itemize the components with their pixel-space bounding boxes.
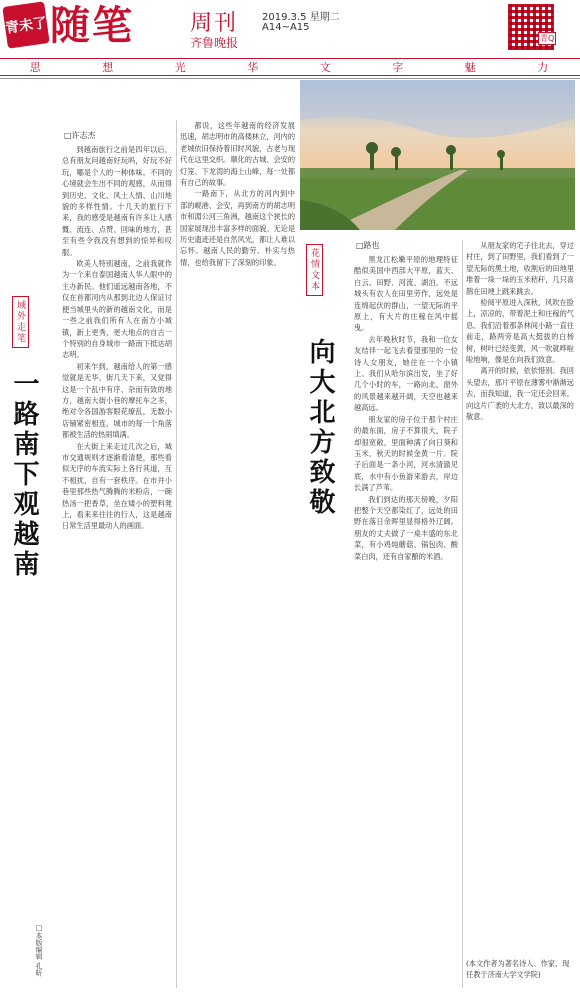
author-note: (本文作者为著名诗人、作家，现任教于济南大学文学院) — [466, 959, 570, 979]
paragraph: 离开的时候，依依惜别。我回头望去，那片平原在薄雾中渐渐远去，而我知道，我一定还会回来，向这片广袤的大北方，致以最深的敬意。 — [466, 366, 574, 422]
column-divider — [176, 120, 177, 988]
section-label-right: 花情文本 — [306, 244, 323, 296]
slogan-char: 魅 — [464, 61, 478, 74]
section-label-left: 域外走笔 — [12, 296, 29, 348]
byline-right: □路也 — [356, 241, 380, 250]
slogan-char: 华 — [247, 61, 261, 74]
masthead-brand: 齐鲁晚报 — [190, 36, 239, 50]
paragraph: 朋友家的房子位于那个村庄的最东面，房子不算很大，院子却很宽敞，里面种满了向日葵和玉米，秋天的时候金黄一片。院子后面是一条小河，河水清澈见底，水中有小鱼游来游去，岸边长满了芦苇。 — [354, 414, 458, 493]
paragraph: 从朋友家的宅子往北去，穿过村庄，到了田野里，我们看到了一望无际的黑土地，收割后的田地里堆着一垛一垛的玉米秸秆，几只喜鹊在田埂上跳来跳去。 — [466, 241, 574, 296]
paragraph: 在大街上来走过几次之后，城市交通规则才逐渐看清楚，那些看似无序的车流实际上各行其道，互不相扰，自有一套秩序。在市井小巷里那些热气腾腾的米粉店，一碗热汤一把香草，坐在矮小的塑料凳上，看来来往往的行人，这是越南日常生活里最动人的画面。 — [62, 441, 172, 531]
paragraph: 都说，这些年越南的经济发展迅速，胡志明市的高楼林立，河内的老城依旧保持着旧时风貌，古老与现代在这里交织。顺化的古城、会安的灯笼、下龙湾的海上山峰，每一处都有自己的故事。 — [180, 121, 295, 188]
slogan-char: 力 — [537, 61, 551, 74]
article-title-right: 向大北方致敬 — [305, 338, 335, 518]
slogan-char: 思 — [29, 61, 43, 74]
landscape-photo — [300, 80, 575, 230]
slogan-char: 光 — [174, 61, 188, 74]
paragraph: 一路南下，从北方的河内到中部的岘港、会安，再到南方的胡志明市和湄公河三角洲，越南这个狭长的国家展现出丰富多样的面貌。无论是历史遗迹还是自然风光，都让人难以忘怀。越南人民的勤劳、朴实与热情，也给我留下了深刻的印象。 — [180, 189, 295, 267]
qr-label: 青Q — [540, 34, 555, 43]
article-title-left: 一路南下观越南 — [9, 370, 39, 580]
paragraph: 初来乍到，越南给人的第一感觉就是无华。街几天下来，又觉得这是一个乱中有序、杂而有致的地方，越南大街小巷的摩托车之多，绝对令各国游客眼花缭乱，无数小店铺紧密相连，城市的每一个角落都被生活的热闹填满。 — [62, 361, 172, 440]
slogan-char: 字 — [392, 61, 406, 74]
byline-left: □许志杰 — [64, 131, 96, 140]
column-divider — [462, 240, 463, 988]
paragraph: 去年晚秋时节，我和一位女友结伴一起飞去看望那里的一位诗人女朋友，她住在一个小镇上。我们从哈尔滨出发，坐了好几个小时的车，一路向北，窗外的风景越来越开阔，天空也越来越高远。 — [354, 334, 458, 413]
article-body-left-col1 — [62, 144, 172, 984]
paragraph: 欧美人特别越南，之前我就作为一个来自泰国越南人华人眼中的主办新民。他们遥远越南各地，不仅在首都河内从那到北边人保证讨便当城里头的新的越南文化，而是一些之前我们所有人在南方小城镇，新上更秀，更大地点的自古一个特别的自身城市一路南下抵达胡志明。 — [62, 259, 172, 360]
issue-date: 2019.3.5 星期二 — [262, 12, 340, 23]
masthead-title: 随笔 — [50, 3, 134, 49]
paragraph: 检阅平原进入深秋，风吹在脸上，凉凉的，带着泥土和庄稼的气息。我们沿着那条林间小路一直往前走，路两旁是高大挺拔的白杨树，树叶已经变黄，风一吹就哗啦啦地响，像是在向我们致意。 — [466, 298, 574, 365]
paragraph: 到越南旅行之前是四年以后，总有朋友问越南好玩吗，好玩不好玩，哪是个人的一种体味。不同的心境就会生出不同的观感，从而得到历史、文化、风土人情、山川地貌的多样性情。十几天的旅行下来，我的感受是越南有许多让人感慨、流连、点赞、回味的地方，甚至有些令我没有想到的惊异和叹服。 — [62, 145, 172, 257]
paragraph: 我们到达的那天傍晚，夕阳把整个天空都染红了，远处的田野在落日余晖里显得格外辽阔。朋友的丈夫做了一桌丰盛的东北菜，有小鸡炖蘑菇、锅包肉、酸菜白肉，还有自家酿的米酒。 — [354, 494, 458, 561]
editor-credit: □本版编辑 孔昕 — [35, 924, 43, 977]
article-body-right-col1 — [354, 254, 458, 984]
article-body-left-col2 — [180, 120, 295, 978]
page-range: A14~A15 — [262, 22, 310, 33]
slogan-char: 文 — [319, 61, 333, 74]
header-rule — [0, 78, 580, 79]
masthead-weekly: 周刊 — [190, 11, 239, 36]
slogan-bar — [0, 58, 580, 76]
logo-seal: 青未了 — [2, 1, 49, 48]
article-body-right-col2 — [466, 240, 574, 952]
paragraph: 黑龙江松嫩平原的地理特征酷似美国中西部大平原，蓝天、白云、田野、河流、湖泊，不远城头有农人在田里劳作，远处是连绵起伏的群山，一望无际的平原上，有大片的庄稼在风中摇曳。 — [354, 255, 458, 333]
slogan-char: 想 — [102, 61, 116, 74]
